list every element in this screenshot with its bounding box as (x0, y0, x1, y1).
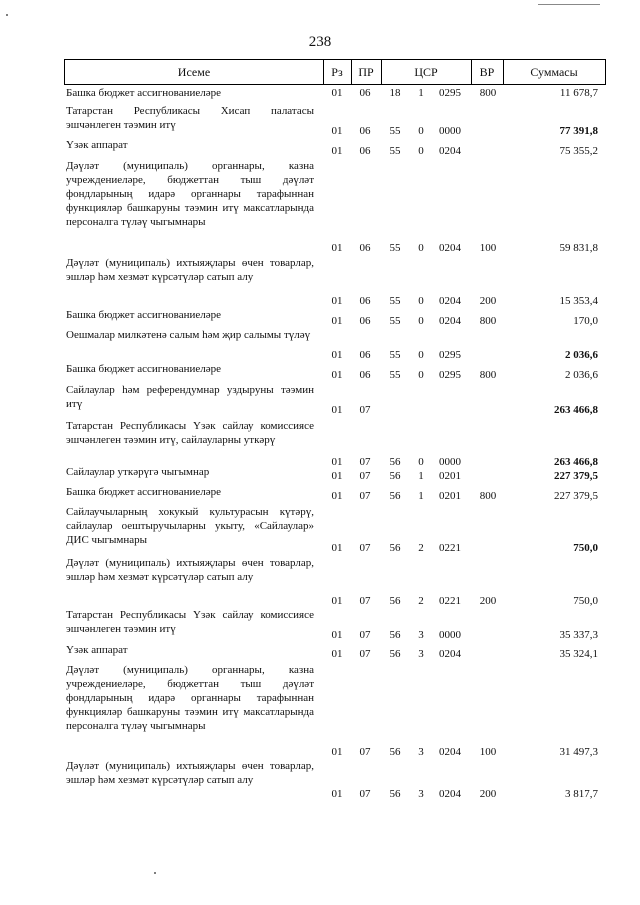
row-name: Үзәк аппарат (66, 139, 128, 151)
row-c2: 0 (418, 145, 424, 157)
row-pr: 06 (359, 145, 371, 157)
row-name: Башка бюджет ассигнованиеләре (66, 87, 221, 99)
row-rz: 01 (331, 369, 343, 381)
row-pr: 07 (359, 456, 371, 468)
row-c3: 0201 (439, 490, 461, 502)
table-row (64, 104, 606, 138)
row-name: Башка бюджет ассигнованиеләре (66, 363, 221, 375)
row-vr: 800 (479, 315, 497, 327)
row-name: Оешмалар милкәтенә салым һәм җир салымы түләү (66, 329, 311, 341)
row-pr: 07 (359, 470, 371, 482)
row-sum: 75 355,2 (559, 145, 598, 157)
row-c2: 3 (418, 629, 424, 641)
row-vr: 200 (479, 788, 497, 800)
row-c3: 0295 (439, 87, 461, 99)
row-name: Башка бюджет ассигнованиеләре (66, 486, 221, 498)
row-sum: 35 337,3 (559, 629, 598, 641)
row-vr (474, 541, 502, 555)
row-vr: 800 (479, 490, 497, 502)
row-c3: 0000 (439, 629, 461, 641)
row-c3: 0204 (439, 788, 461, 800)
row-c1: 55 (389, 295, 401, 307)
row-name: Дәүләт (муниципаль) органнары, казна учреждениеләре, бюджеттан тыш дәүләт фондларының идарә органнары тарафыннан функцияләр башкаруны тәэмин итү максатларында персоналга түләү чыгымнары (66, 664, 314, 732)
table-row (64, 159, 606, 255)
row-name: Үзәк аппарат (66, 644, 128, 656)
row-pr: 07 (359, 404, 371, 416)
row-c2: 0 (418, 125, 424, 137)
row-vr (474, 124, 502, 138)
row-name: Татарстан Республикасы Үзәк сайлау комиссиясе эшчәнлеген тәэмин итү, сайлауларны уткәрү (66, 420, 314, 446)
row-c1: 56 (389, 542, 401, 554)
row-rz: 01 (331, 295, 343, 307)
row-vr: 200 (479, 595, 497, 607)
header-rz: Рз (331, 65, 343, 79)
row-rz: 01 (331, 145, 343, 157)
row-c1: 55 (389, 315, 401, 327)
table-row (64, 383, 606, 417)
row-rz: 01 (331, 125, 343, 137)
table-row (64, 485, 606, 503)
row-pr: 06 (359, 295, 371, 307)
row-rz: 01 (331, 470, 343, 482)
row-name: Сайлаулар һәм референдумнар уздыруны тәэмин итү (66, 384, 314, 410)
row-c1: 55 (389, 125, 401, 137)
row-c2: 0 (418, 315, 424, 327)
table-row (64, 505, 606, 555)
row-c1: 56 (389, 595, 401, 607)
row-pr: 06 (359, 242, 371, 254)
row-name: Татарстан Республикасы Үзәк сайлау комиссиясе эшчәнлеген тәэмин итү (66, 609, 314, 635)
row-sum: 263 466,8 (554, 456, 598, 468)
table-row (64, 138, 606, 158)
table-row (64, 256, 606, 308)
row-c1: 18 (389, 87, 401, 99)
row-c1: 55 (389, 369, 401, 381)
row-sum: 77 391,8 (559, 125, 598, 137)
row-c3: 0204 (439, 315, 461, 327)
table-row (64, 419, 606, 469)
header-sum: Суммасы (530, 65, 578, 79)
row-c1: 56 (389, 456, 401, 468)
table-row (64, 643, 606, 661)
row-c1: 56 (389, 470, 401, 482)
page-number: 238 (308, 34, 332, 50)
row-c3: 0204 (439, 145, 461, 157)
row-sum: 170,0 (573, 315, 598, 327)
row-c2: 2 (418, 542, 424, 554)
row-pr: 07 (359, 595, 371, 607)
row-rz: 01 (331, 456, 343, 468)
row-c1: 55 (389, 349, 401, 361)
row-rz: 01 (331, 746, 343, 758)
row-sum: 227 379,5 (554, 470, 598, 482)
row-sum: 750,0 (573, 595, 598, 607)
row-name: Дәүләт (муниципаль) ихтыяҗлары өчен товарлар, эшләр һәм хезмәт күрсәтүләр сатып алу (66, 557, 314, 583)
row-c3: 0204 (439, 648, 461, 660)
row-sum: 15 353,4 (559, 295, 598, 307)
row-c3: 0221 (439, 542, 461, 554)
row-c3 (431, 403, 469, 417)
row-vr: 800 (479, 369, 497, 381)
row-c1: 55 (389, 242, 401, 254)
row-c2: 1 (418, 87, 424, 99)
row-vr (474, 647, 502, 661)
row-rz: 01 (331, 490, 343, 502)
row-sum: 750,0 (573, 542, 598, 554)
row-c1: 55 (389, 145, 401, 157)
row-vr (474, 469, 502, 483)
row-c3: 0201 (439, 470, 461, 482)
table-row (64, 556, 606, 608)
row-vr: 100 (479, 746, 497, 758)
row-c2: 3 (418, 648, 424, 660)
row-c2: 2 (418, 595, 424, 607)
row-rz: 01 (331, 595, 343, 607)
row-rz: 01 (331, 404, 343, 416)
row-c2: 0 (418, 242, 424, 254)
table-row (64, 608, 606, 642)
row-pr: 07 (359, 542, 371, 554)
scan-edge-mark (538, 4, 600, 5)
row-pr: 07 (359, 648, 371, 660)
row-c3: 0295 (439, 369, 461, 381)
row-c2: 0 (418, 369, 424, 381)
row-c1: 56 (389, 788, 401, 800)
row-sum: 227 379,5 (554, 490, 598, 502)
row-c3: 0000 (439, 125, 461, 137)
row-vr (474, 348, 502, 362)
row-name: Сайлаучыларның хокукый культурасын күтәрү, сайлаулар оештыручыларны укыту, «Сайлаулар» ДИС чыгымнары (66, 506, 314, 546)
row-pr: 06 (359, 125, 371, 137)
row-c3: 0204 (439, 242, 461, 254)
row-pr: 07 (359, 629, 371, 641)
table-row (64, 362, 606, 382)
row-sum: 2 036,6 (565, 349, 598, 361)
table-row (64, 465, 606, 483)
table-row (64, 663, 606, 759)
row-pr: 07 (359, 788, 371, 800)
table-row (64, 308, 606, 328)
header-csr: ЦСР (414, 65, 438, 79)
row-c3: 0000 (439, 456, 461, 468)
row-c1: 56 (389, 629, 401, 641)
row-pr: 06 (359, 87, 371, 99)
row-name: Татарстан Республикасы Хисап палатасы эшчәнлеген тәэмин итү (66, 105, 314, 131)
row-rz: 01 (331, 648, 343, 660)
budget-table (64, 59, 606, 800)
row-c2: 0 (418, 295, 424, 307)
row-c1 (381, 403, 409, 417)
row-c1: 56 (389, 490, 401, 502)
row-c1: 56 (389, 746, 401, 758)
row-sum: 35 324,1 (559, 648, 598, 660)
row-name: Дәүләт (муниципаль) ихтыяҗлары өчен товарлар, эшләр һәм хезмәт күрсәтүләр сатып алу (66, 257, 314, 283)
row-rz: 01 (331, 788, 343, 800)
row-c2: 1 (418, 490, 424, 502)
row-vr: 200 (479, 295, 497, 307)
row-c3: 0204 (439, 746, 461, 758)
row-vr: 100 (479, 242, 497, 254)
row-c2: 1 (418, 470, 424, 482)
header-name: Исеме (177, 65, 211, 79)
header-pr: ПР (358, 65, 374, 79)
row-c2: 3 (418, 746, 424, 758)
row-sum: 263 466,8 (554, 404, 598, 416)
row-rz: 01 (331, 629, 343, 641)
row-c1: 56 (389, 648, 401, 660)
row-c3: 0221 (439, 595, 461, 607)
row-name: Сайлаулар уткәрүгә чыгымнар (66, 466, 210, 478)
row-vr (474, 628, 502, 642)
row-c2: 3 (418, 788, 424, 800)
row-vr (474, 144, 502, 158)
table-row (64, 328, 606, 362)
row-rz: 01 (331, 542, 343, 554)
row-rz: 01 (331, 349, 343, 361)
row-name: Башка бюджет ассигнованиеләре (66, 309, 221, 321)
header-vr: ВР (479, 65, 495, 79)
row-pr: 06 (359, 369, 371, 381)
table-row (64, 759, 606, 801)
row-rz: 01 (331, 242, 343, 254)
row-sum: 3 817,7 (565, 788, 598, 800)
table-header (64, 59, 606, 85)
table-row (64, 86, 606, 100)
row-sum: 59 831,8 (559, 242, 598, 254)
row-rz: 01 (331, 87, 343, 99)
row-vr: 800 (479, 87, 497, 99)
row-c3: 0295 (439, 349, 461, 361)
row-pr: 07 (359, 490, 371, 502)
row-c2: 0 (418, 349, 424, 361)
row-c2: 0 (418, 456, 424, 468)
row-pr: 06 (359, 315, 371, 327)
row-sum: 11 678,7 (559, 87, 598, 99)
row-name: Дәүләт (муниципаль) ихтыяҗлары өчен товарлар, эшләр һәм хезмәт күрсәтүләр сатып алу (66, 760, 314, 786)
row-rz: 01 (331, 315, 343, 327)
row-sum: 2 036,6 (565, 369, 598, 381)
row-pr: 06 (359, 349, 371, 361)
row-pr: 07 (359, 746, 371, 758)
row-c2 (410, 403, 432, 417)
row-name: Дәүләт (муниципаль) органнары, казна учреждениеләре, бюджеттан тыш дәүләт фондларының идарә органнары тарафыннан функцияләр башкаруны тәэмин итү максатларында персоналга түләү чыгымнары (66, 160, 314, 228)
row-c3: 0204 (439, 295, 461, 307)
scan-speck (154, 872, 156, 874)
scan-speck (6, 14, 8, 16)
row-sum: 31 497,3 (559, 746, 598, 758)
row-vr (474, 403, 502, 417)
